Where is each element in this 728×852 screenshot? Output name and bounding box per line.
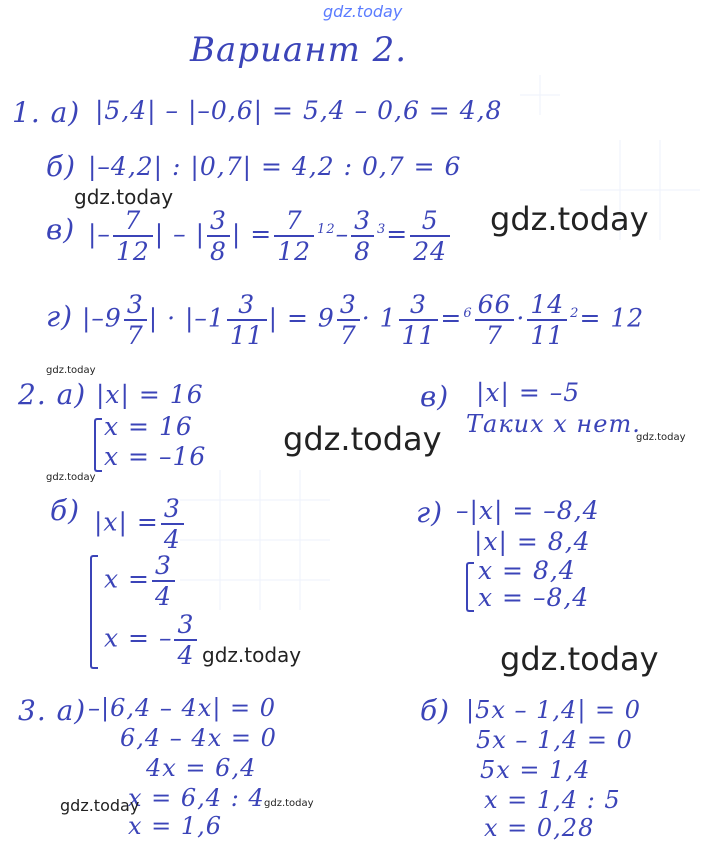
watermark: gdz.today	[490, 200, 649, 238]
task2a-solution-1: x = 16	[104, 412, 193, 441]
task1g-label: г)	[46, 300, 74, 333]
task2b-equation: |x| = $\frac{3}{4}$	[94, 496, 186, 552]
task1b-expression: |–4,2| : |0,7| = 4,2 : 0,7 = 6	[88, 152, 462, 181]
task2v-label: в)	[420, 380, 450, 413]
task1g-expression: |–9 $\frac{3}{7}$ | · |–1 $\frac{3}{11}$ | = 9 $\frac{3}{7}$ · 1 $\frac{3}{11}$ =$^6$ $\frac{66}{7}$ · $\frac{14}{11}$ $^2$= 12	[82, 290, 645, 350]
task2g-solution-1: x = 8,4	[478, 556, 576, 585]
task3b-line-2: 5x – 1,4 = 0	[476, 726, 633, 754]
watermark: gdz.today	[636, 432, 686, 443]
task3a-line-1: –|6,4 – 4x| = 0	[88, 694, 277, 722]
task2g-label: г)	[416, 496, 444, 529]
task2a-label: 2. а)	[18, 378, 87, 411]
task1v-label: в)	[46, 213, 76, 246]
watermark-top: gdz.today	[323, 2, 403, 21]
task3a-line-3: 4x = 6,4	[146, 754, 257, 782]
task3a-line-5: x = 1,6	[128, 812, 223, 840]
task2b-solution-1: x = $\frac{3}{4}$	[104, 553, 177, 609]
watermark: gdz.today	[74, 185, 174, 209]
task3b-line-5: x = 0,28	[484, 814, 595, 842]
system-brace	[466, 562, 474, 612]
task2g-equation: –|x| = –8,4	[456, 496, 600, 525]
watermark: gdz.today	[46, 472, 96, 483]
system-brace	[90, 555, 98, 669]
page-title: Вариант 2.	[190, 30, 408, 70]
task2b-solution-2: x = – $\frac{3}{4}$	[104, 612, 199, 668]
task1v-expression: |– $\frac{7}{12}$ | – | $\frac{3}{8}$ | = $\frac{7}{12}$ $^{12}$– $\frac{3}{8}$ $^3$= $\frac{5}{24}$	[88, 208, 452, 264]
task3b-line-4: x = 1,4 : 5	[484, 786, 621, 814]
task3b-line-3: 5x = 1,4	[480, 756, 591, 784]
task3b-label: б)	[420, 694, 451, 727]
watermark: gdz.today	[46, 365, 96, 376]
task2a-solution-2: x = –16	[104, 442, 207, 471]
task2b-label: б)	[50, 494, 81, 527]
watermark: gdz.today	[500, 640, 659, 678]
watermark: gdz.today	[60, 796, 140, 815]
task3b-line-1: |5x – 1,4| = 0	[466, 696, 642, 724]
watermark: gdz.today	[202, 643, 302, 667]
task2g-line-2: |x| = 8,4	[474, 527, 591, 556]
task2a-equation: |x| = 16	[96, 380, 204, 409]
task1b-label: б)	[46, 150, 77, 183]
task3a-line-4: x = 6,4 : 4	[128, 784, 265, 812]
watermark: gdz.today	[283, 420, 442, 458]
system-brace	[94, 418, 102, 472]
task2v-answer: Таких x нет.	[466, 410, 641, 438]
task2g-solution-2: x = –8,4	[478, 583, 590, 612]
watermark: gdz.today	[264, 798, 314, 809]
task1a-expression: |5,4| – |–0,6| = 5,4 – 0,6 = 4,8	[95, 96, 503, 125]
task3a-line-2: 6,4 – 4x = 0	[120, 724, 277, 752]
task2v-equation: |x| = –5	[476, 378, 581, 407]
task3a-label: 3. а)	[18, 694, 87, 727]
task1a-label: 1. а)	[12, 96, 81, 129]
